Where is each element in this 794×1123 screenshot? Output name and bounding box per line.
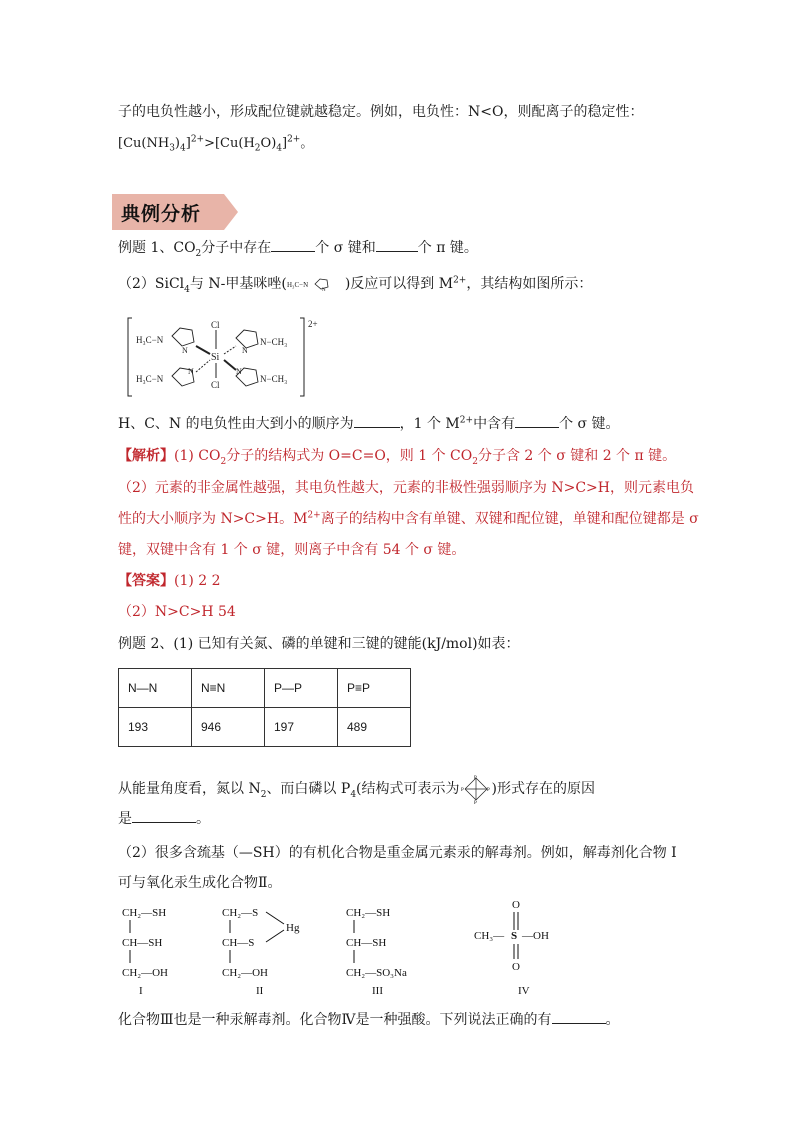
ex2-question-4: （2）很多含巯基（—SH）的有机化合物是重金属元素汞的解毒剂。例如，解毒剂化合物 I [118, 845, 677, 861]
answer-blank[interactable] [376, 238, 418, 252]
intro-line-2: $[Cu(NH_3)_4]^{2+}>[Cu(H_2O)_4]^{2+}$。 [118, 134, 314, 154]
table-header-cell: N≡N [192, 669, 265, 708]
answer-blank[interactable] [354, 414, 400, 428]
table-header-cell: P≡P [338, 669, 411, 708]
ligand-label: H₃C−N [136, 374, 164, 384]
compounds-figure [118, 896, 578, 1002]
svg-text:III: III [372, 985, 383, 997]
svg-text:CH₂—SH: CH₂—SH [346, 907, 391, 919]
svg-text:Hg: Hg [286, 922, 300, 934]
svg-text:N: N [321, 288, 326, 292]
svg-text:CH₂—OH: CH₂—OH [122, 967, 169, 979]
svg-text:P: P [473, 776, 477, 781]
section-title: 典例分析 [121, 203, 202, 225]
si-atom: Si [211, 352, 220, 363]
answer-blank[interactable] [271, 238, 315, 252]
compound-iii [346, 907, 407, 997]
svg-text:CH₂—SO₃Na: CH₂—SO₃Na [346, 967, 407, 979]
table-row [119, 708, 411, 747]
svg-text:O: O [512, 899, 520, 911]
table-cell: 193 [119, 708, 192, 747]
svg-text:—OH: —OH [522, 930, 549, 942]
svg-text:CH₂—SH: CH₂—SH [122, 907, 167, 919]
svg-text:IV: IV [518, 985, 530, 997]
svg-text:II: II [256, 985, 264, 997]
compound-i [122, 907, 168, 997]
svg-text:I: I [139, 985, 143, 997]
p4-structure-icon [460, 774, 492, 804]
answer-blank[interactable] [132, 809, 196, 823]
ligand-n: N [236, 367, 242, 376]
table-header-cell: P—P [265, 669, 338, 708]
cl-atom: Cl [211, 320, 220, 330]
ex2-question-5: 可与氧化汞生成化合物Ⅱ。 [118, 875, 282, 891]
svg-text:CH—S: CH—S [222, 937, 255, 949]
answer-blank[interactable] [552, 1010, 606, 1024]
ex2-question-1: 例题 2、(1) 已知有关氮、磷的单键和三键的键能(kJ/mol)如表： [118, 636, 520, 652]
n-methylimidazole-inline-icon [287, 276, 345, 292]
compound-iv [474, 899, 549, 997]
ex1-question-2: （2）SiCl$_4$与 N-甲基咪唑( H₃C−N N )反应可以得到 $M^{2+}$，其结构如图所示： [118, 275, 593, 295]
analysis-line-2: （2）元素的非金属性越强，其电负性越大，元素的非极性强弱顺序为 N>C>H，则元素电负 [118, 480, 694, 496]
ligand-n: N [188, 367, 194, 376]
table-cell: 489 [338, 708, 411, 747]
compound-ii [222, 907, 300, 997]
si-complex-structure [124, 316, 324, 398]
ex2-question-6: 化合物Ⅲ也是一种汞解毒剂。化合物Ⅳ是一种强酸。下列说法正确的有 。 [118, 1012, 620, 1028]
svg-text:S: S [511, 930, 518, 942]
answer-line-1: 【答案】(1) 2 2 [118, 573, 221, 589]
svg-text:CH₂—S: CH₂—S [222, 907, 259, 919]
svg-text:P: P [473, 801, 477, 804]
analysis-line-3: 性的大小顺序为 N>C>H。$M^{2+}$离子的结构中含有单键、双键和配位键，单键和配位键都是 σ [118, 510, 699, 527]
ligand-label: H₃C−N [136, 335, 164, 345]
table-header-cell: N—N [119, 669, 192, 708]
svg-text:CH₂—OH: CH₂—OH [222, 967, 269, 979]
ligand-n: N [182, 346, 188, 355]
svg-text:O: O [512, 961, 520, 973]
svg-text:H₃C−N: H₃C−N [286, 281, 308, 289]
ex2-question-3: 是 。 [118, 811, 210, 827]
ex2-question-2: 从能量角度看，氮以 $N_2$、而白磷以 $P_4$(结构式可表示为 P P P P )形式存在的原因 [118, 776, 595, 804]
table-row [119, 669, 411, 708]
svg-text:CH₃—: CH₃— [474, 930, 505, 942]
answer-line-2: （2）N>C>H 54 [118, 604, 236, 620]
analysis-line-4: 键，双键中含有 1 个 σ 键，则离子中含有 54 个 σ 键。 [118, 542, 466, 558]
analysis-line-1: 【解析】(1) $CO_2$分子的结构式为 O=C=O，则 1 个 $CO_2$分子含 2 个 σ 键和 2 个 π 键。 [118, 448, 677, 467]
ligand-label: N−CH₃ [260, 337, 288, 347]
bond-energy-table [118, 668, 411, 747]
intro-line-1: 子的电负性越小，形成配位键就越稳定。例如，电负性：N<O，则配离子的稳定性： [118, 104, 644, 120]
complex-charge: 2+ [308, 319, 318, 329]
table-cell: 946 [192, 708, 265, 747]
svg-text:P: P [460, 788, 464, 793]
ligand-label: N−CH₃ [260, 374, 288, 384]
answer-blank[interactable] [515, 414, 559, 428]
cl-atom: Cl [211, 380, 220, 390]
svg-text:P: P [486, 788, 490, 793]
svg-text:CH—SH: CH—SH [122, 937, 163, 949]
table-cell: 197 [265, 708, 338, 747]
ex1-question-3: H、C、N 的电负性由大到小的顺序为 ，1 个 $M^{2+}$中含有 个 σ 键。 [118, 415, 620, 432]
svg-text:CH—SH: CH—SH [346, 937, 387, 949]
ligand-n: N [242, 346, 248, 355]
ex1-question-1: 例题 1、$CO_2$分子中存在 个 σ 键和 个 π 键。 [118, 240, 478, 259]
